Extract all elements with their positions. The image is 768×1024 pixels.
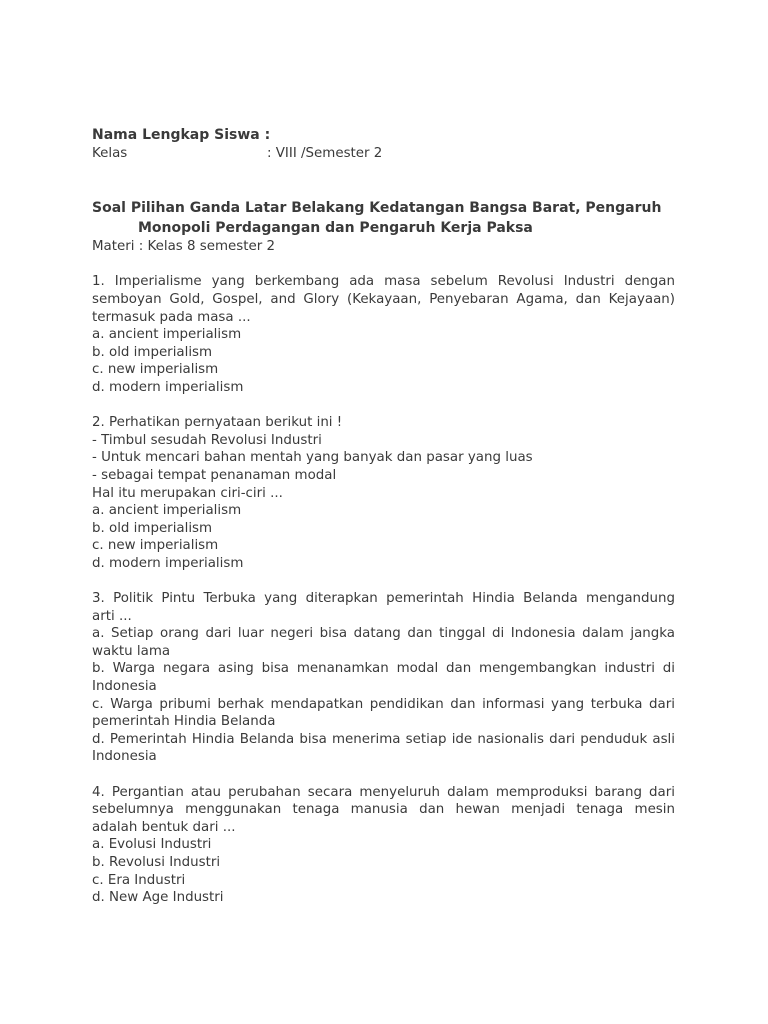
question-1-text: termasuk pada masa ... [92,309,251,325]
question-4-text: sebelumnya menggunakan tenaga manusia dan hewan menjadi tenaga mesin [92,802,675,818]
document-page [92,127,675,907]
materi-text: Materi : Kelas 8 semester 2 [92,239,276,255]
question-3-option-d: d. Pemerintah Hindia Belanda bisa menerima setiap ide nasionalis dari penduduk asli [92,731,675,747]
question-4-text: 4. Pergantian atau perubahan secara menyeluruh dalam memproduksi barang dari [92,784,675,800]
question-3-option-d: Indonesia [92,749,157,765]
spacer [92,162,675,198]
question-3-option-c: pemerintah Hindia Belanda [92,714,276,730]
question-2-statement: - Untuk mencari bahan mentah yang banyak dan pasar yang luas [92,450,533,466]
question-3-text: 3. Politik Pintu Terbuka yang diterapkan pemerintah Hindia Belanda mengandung [92,591,675,607]
question-4-option-a: a. Evolusi Industri [92,837,212,853]
question-3-option-a: a. Setiap orang dari luar negeri bisa datang dan tinggal di Indonesia dalam jangka [92,626,675,642]
question-4-option-b: b. Revolusi Industri [92,854,221,870]
question-1-option-b: b. old imperialism [92,344,213,360]
spacer [92,766,675,784]
question-4-option-c: c. Era Industri [92,872,186,888]
question-1-option-a: a. ancient imperialism [92,327,242,343]
question-4-text: adalah bentuk dari ... [92,819,236,835]
question-2-option-d: d. modern imperialism [92,555,244,571]
class-value: : VIII /Semester 2 [267,145,383,161]
question-2-option-b: b. old imperialism [92,520,213,536]
document-title-line-2: Monopoli Perdagangan dan Pengaruh Kerja Paksa [138,220,533,237]
spacer [92,572,675,590]
question-4-option-d: d. New Age Industri [92,890,224,906]
question-3-option-b: b. Warga negara asing bisa menanamkan modal dan mengembangkan industri di [92,661,675,677]
question-1-text: 1. Imperialisme yang berkembang ada masa sebelum Revolusi Industri dengan [92,274,675,290]
document-title-line-1: Soal Pilihan Ganda Latar Belakang Kedatangan Bangsa Barat, Pengaruh [92,200,662,217]
question-3-option-b: Indonesia [92,679,157,695]
question-3-text: arti ... [92,608,132,624]
student-name-label: Nama Lengkap Siswa : [92,127,271,143]
question-2-text: Hal itu merupakan ciri-ciri ... [92,485,283,501]
question-1-text: semboyan Gold, Gospel, and Glory (Kekayaan, Penyebaran Agama, dan Kejayaan) [92,291,675,307]
class-label: Kelas [92,145,128,161]
question-2-statement: - sebagai tempat penanaman modal [92,467,337,483]
question-1-option-c: c. new imperialism [92,362,219,378]
class-row [92,145,675,163]
question-3-option-a: waktu lama [92,643,171,659]
question-2-statement: - Timbul sesudah Revolusi Industri [92,432,322,448]
question-1-option-d: d. modern imperialism [92,379,244,395]
spacer [92,256,675,274]
question-2-option-a: a. ancient imperialism [92,503,242,519]
question-2-option-c: c. new imperialism [92,538,219,554]
question-3-option-c: c. Warga pribumi berhak mendapatkan pendidikan dan informasi yang terbuka dari [92,696,675,712]
question-2-text: 2. Perhatikan pernyataan berikut ini ! [92,415,343,431]
spacer [92,397,675,415]
